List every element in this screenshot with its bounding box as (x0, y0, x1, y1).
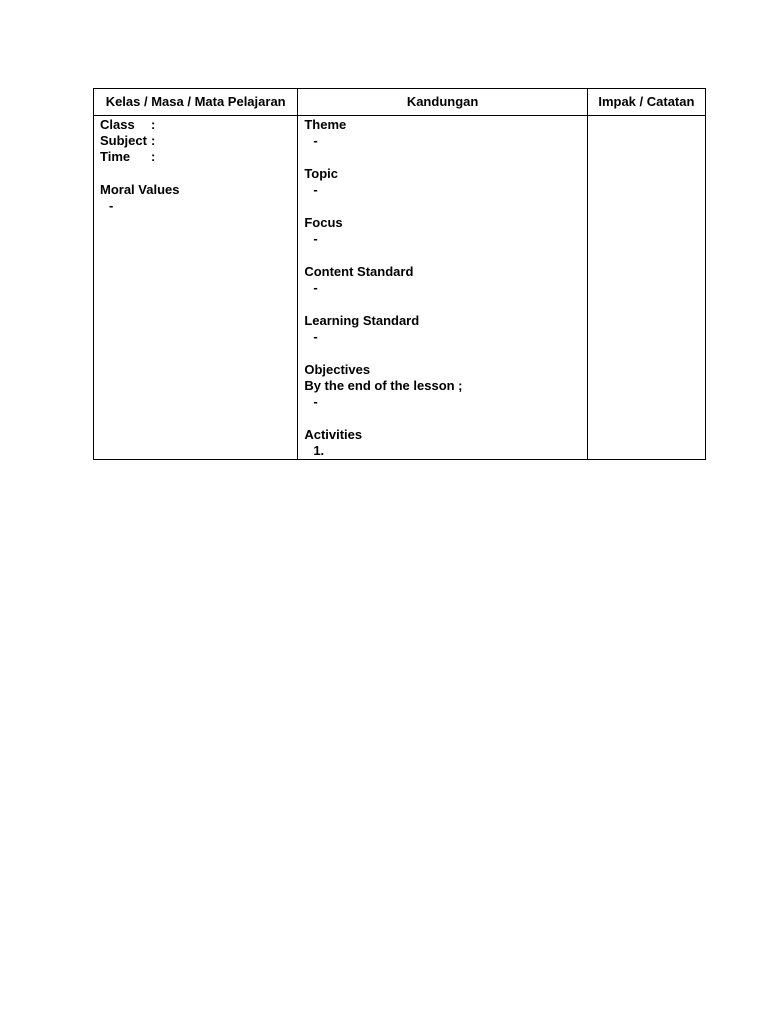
theme-item: - (313, 133, 318, 148)
focus-item: - (313, 231, 318, 246)
activities-label: Activities (304, 427, 363, 442)
spacer (304, 149, 580, 166)
content-standard-item: - (313, 280, 318, 295)
spacer (100, 165, 291, 182)
time-label: Time (100, 149, 131, 164)
header-row (94, 89, 706, 116)
topic-label: Topic (304, 166, 339, 181)
notes-cell (587, 116, 705, 460)
objectives-item: - (313, 394, 318, 409)
content-cell (298, 116, 587, 460)
subject-field (100, 133, 291, 149)
spacer (304, 345, 580, 362)
spacer (304, 198, 580, 215)
subject-label: Subject (100, 133, 147, 148)
learning-standard-label: Learning Standard (304, 313, 420, 328)
spacer (304, 247, 580, 264)
activities-item: 1. (313, 443, 325, 458)
theme-label: Theme (304, 117, 347, 132)
header-kandungan: Kandungan (298, 89, 587, 116)
time-field (100, 149, 291, 165)
body-row (94, 116, 706, 460)
notes-text (594, 117, 699, 133)
time-colon: : (151, 149, 156, 164)
spacer (304, 410, 580, 427)
spacer (304, 296, 580, 313)
objectives-label: Objectives (304, 362, 371, 377)
subject-colon: : (151, 133, 156, 148)
lesson-plan-table (93, 88, 706, 460)
class-label: Class (100, 117, 135, 132)
header-impak-catatan: Impak / Catatan (587, 89, 705, 116)
class-colon: : (151, 117, 156, 132)
focus-label: Focus (304, 215, 343, 230)
content-standard-label: Content Standard (304, 264, 414, 279)
moral-values-label: Moral Values (100, 182, 180, 197)
topic-item: - (313, 182, 318, 197)
moral-values-item: - (109, 198, 114, 213)
learning-standard-item: - (313, 329, 318, 344)
header-kelas-masa-mata-pelajaran: Kelas / Masa / Mata Pelajaran (94, 89, 298, 116)
class-info-cell (94, 116, 298, 460)
objectives-intro: By the end of the lesson ; (304, 378, 463, 393)
class-field (100, 117, 291, 133)
